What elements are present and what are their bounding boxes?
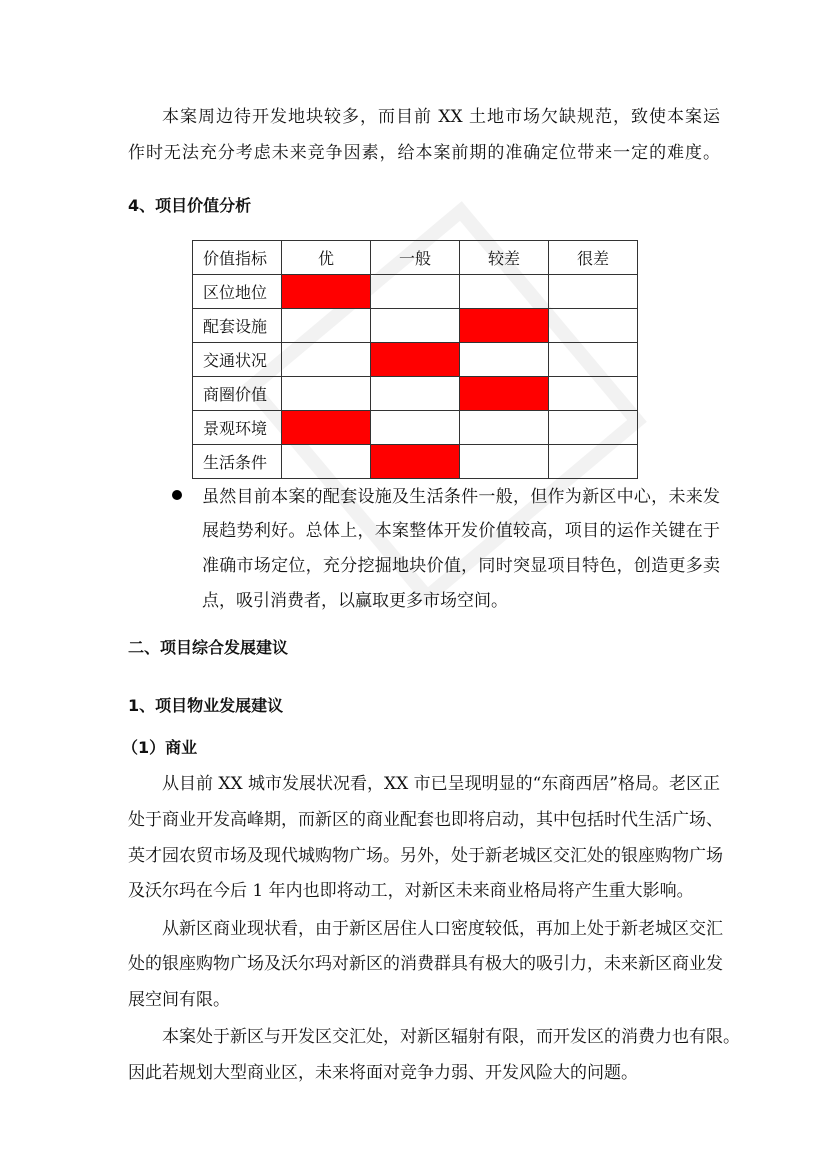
table-header: 价值指标: [193, 241, 282, 275]
rating-cell: [460, 411, 549, 445]
table-row: [193, 343, 638, 377]
rating-cell: [460, 309, 549, 343]
rating-cell: [549, 411, 638, 445]
table-row: [193, 275, 638, 309]
rating-cell: [460, 343, 549, 377]
rating-cell: [549, 343, 638, 377]
rating-cell: [549, 275, 638, 309]
paragraph-line: 本案处于新区与开发区交汇处，对新区辐射有限，而开发区的消费力也有限。: [162, 1027, 740, 1047]
table-header-row: [193, 241, 638, 275]
paragraph-line: 从新区商业现状看，由于新区居住人口密度较低，再加上处于新老城区交汇: [162, 919, 723, 939]
rating-cell: [282, 377, 371, 411]
bullet-line: 准确市场定位，充分挖掘地块价值，同时突显项目特色，创造更多卖: [202, 556, 720, 576]
row-label: 交通状况: [193, 343, 282, 377]
table-header: 一般: [371, 241, 460, 275]
rating-cell: [371, 343, 460, 377]
rating-cell: [549, 377, 638, 411]
paragraph-line: 从目前 XX 城市发展状况看，XX 市已呈现明显的“东商西居”格局。老区正: [162, 774, 721, 794]
row-label: 商圈价值: [193, 377, 282, 411]
section-heading: 1、项目物业发展建议: [128, 696, 284, 715]
rating-cell: [460, 377, 549, 411]
paragraph-line: 处于商业开发高峰期，而新区的商业配套也即将启动，其中包括时代生活广场、: [128, 810, 723, 830]
paragraph-line: 处的银座购物广场及沃尔玛对新区的消费群具有极大的吸引力，未来新区商业发: [128, 954, 723, 974]
bullet-line: 虽然目前本案的配套设施及生活条件一般，但作为新区中心，未来发: [202, 487, 720, 507]
table-row: [193, 411, 638, 445]
bullet-icon: [172, 490, 182, 500]
table-row: [193, 445, 638, 479]
rating-cell: [282, 411, 371, 445]
rating-cell: [282, 275, 371, 309]
rating-cell: [371, 275, 460, 309]
rating-cell: [371, 309, 460, 343]
table-header: 很差: [549, 241, 638, 275]
paragraph-line: 及沃尔玛在今后 1 年内也即将动工，对新区未来商业格局将产生重大影响。: [128, 881, 694, 901]
row-label: 配套设施: [193, 309, 282, 343]
intro-line: 本案周边待开发地块较多，而目前 XX 土地市场欠缺规范，致使本案运: [162, 107, 720, 127]
row-label: 生活条件: [193, 445, 282, 479]
table-header: 优: [282, 241, 371, 275]
table-row: [193, 309, 638, 343]
rating-cell: [371, 411, 460, 445]
rating-cell: [282, 445, 371, 479]
paragraph-line: 展空间有限。: [128, 990, 230, 1010]
rating-cell: [460, 445, 549, 479]
section-heading: （1）商业: [122, 738, 198, 757]
section-heading: 4、项目价值分析: [128, 196, 252, 215]
bullet-line: 点，吸引消费者，以赢取更多市场空间。: [202, 591, 508, 611]
table-header: 较差: [460, 241, 549, 275]
paragraph-line: 英才园农贸市场及现代城购物广场。另外，处于新老城区交汇处的银座购物广场: [128, 846, 723, 866]
rating-cell: [549, 309, 638, 343]
section-heading: 二、项目综合发展建议: [128, 638, 289, 657]
rating-cell: [549, 445, 638, 479]
rating-cell: [460, 275, 549, 309]
rating-cell: [282, 309, 371, 343]
table-row: [193, 377, 638, 411]
rating-cell: [371, 377, 460, 411]
value-table: [192, 240, 638, 479]
paragraph-line: 因此若规划大型商业区，未来将面对竞争力弱、开发风险大的问题。: [128, 1063, 638, 1083]
bullet-line: 展趋势利好。总体上，本案整体开发价值较高，项目的运作关键在于: [202, 521, 720, 541]
row-label: 区位地位: [193, 275, 282, 309]
rating-cell: [282, 343, 371, 377]
row-label: 景观环境: [193, 411, 282, 445]
rating-cell: [371, 445, 460, 479]
intro-line: 作时无法充分考虑未来竞争因素，给本案前期的准确定位带来一定的难度。: [128, 143, 720, 163]
